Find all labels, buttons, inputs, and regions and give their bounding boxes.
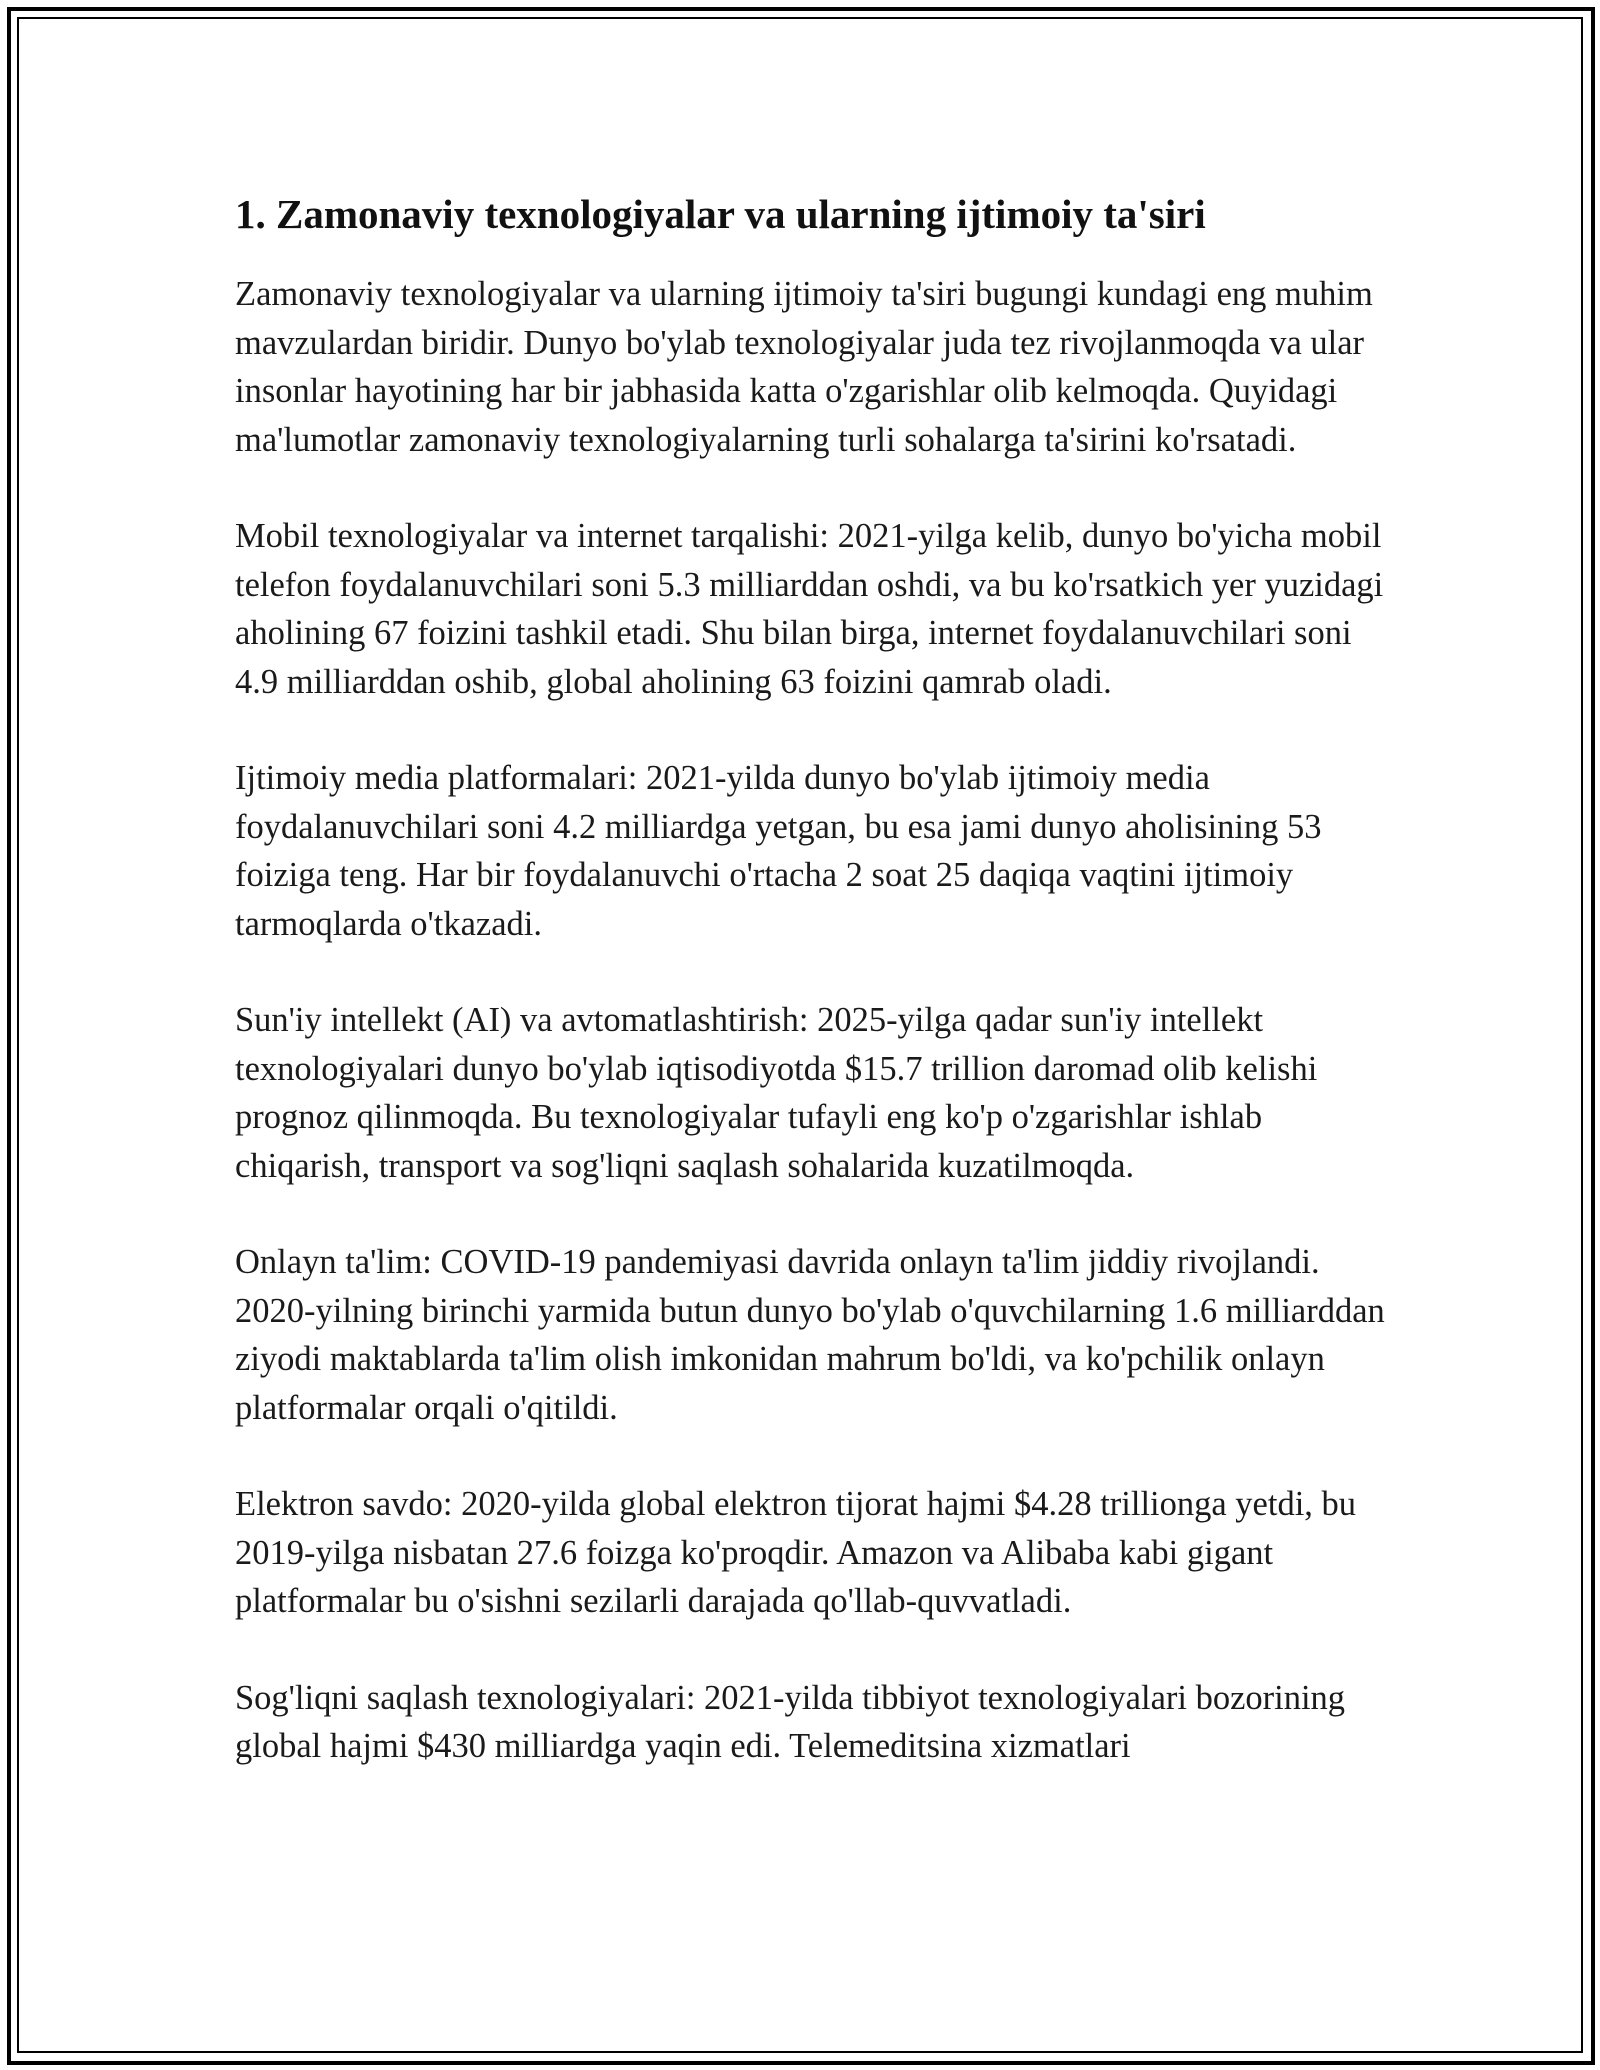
paragraph-mobile-internet: Mobil texnologiyalar va internet tarqalishi: 2021-yilga kelib, dunyo bo'yicha mobil telefon foydalanuvchilari soni 5.3 milliarddan oshdi, va bu ko'rsatkich yer yuzidagi aholining 67 foizini tashkil etadi. Shu bilan birga, internet foydalanuvchilari soni 4.9 milliarddan oshib, global aholining 63 foizini qamrab oladi. <box>235 517 1384 701</box>
section-heading: 1. Zamonaviy texnologiyalar va ularning ijtimoiy ta'siri <box>235 191 1206 237</box>
paragraph-ai-automation: Sun'iy intellekt (AI) va avtomatlashtirish: 2025-yilga qadar sun'iy intellekt texnologiyalari dunyo bo'ylab iqtisodiyotda $15.7 trillion daromad olib kelishi prognoz qilinmoqda. Bu texnologiyalar tufayli eng ko'p o'zgarishlar ishlab chiqarish, transport va sog'liqni saqlash sohalarida kuzatilmoqda. <box>235 1001 1318 1185</box>
paragraph-online-education: Onlayn ta'lim: COVID-19 pandemiyasi davrida onlayn ta'lim jiddiy rivojlandi. 2020-yilning birinchi yarmida butun dunyo bo'ylab o'quvchilarning 1.6 milliarddan ziyodi maktablarda ta'lim olish imkonidan mahrum bo'ldi, va ko'pchilik onlayn platformalar orqali o'qitildi. <box>235 1243 1385 1427</box>
paragraph-ecommerce: Elektron savdo: 2020-yilda global elektron tijorat hajmi $4.28 trillionga yetdi, bu 2019-yilga nisbatan 27.6 foizga ko'proqdir. Amazon va Alibaba kabi gigant platformalar bu o'sishni sezilarli darajada qo'llab-quvvatladi. <box>235 1485 1357 1620</box>
paragraph-intro: Zamonaviy texnologiyalar va ularning ijtimoiy ta'siri bugungi kundagi eng muhim mavzulardan biridir. Dunyo bo'ylab texnologiyalar juda tez rivojlanmoqda va ular insonlar hayotining har bir jabhasida katta o'zgarishlar olib kelmoqda. Quyidagi ma'lumotlar zamonaviy texnologiyalarning turli sohalarga ta'sirini ko'rsatadi. <box>235 275 1373 459</box>
document-body <box>235 188 1385 1819</box>
paragraph-social-media: Ijtimoiy media platformalari: 2021-yilda dunyo bo'ylab ijtimoiy media foydalanuvchilari soni 4.2 milliardga yetgan, bu esa jami dunyo aholisining 53 foiziga teng. Har bir foydalanuvchi o'rtacha 2 soat 25 daqiqa vaqtini ijtimoiy tarmoqlarda o'tkazadi. <box>235 759 1322 943</box>
paragraph-health-tech: Sog'liqni saqlash texnologiyalari: 2021-yilda tibbiyot texnologiyalari bozorining global hajmi $430 milliardga yaqin edi. Telemeditsina xizmatlari <box>235 1678 1346 1765</box>
